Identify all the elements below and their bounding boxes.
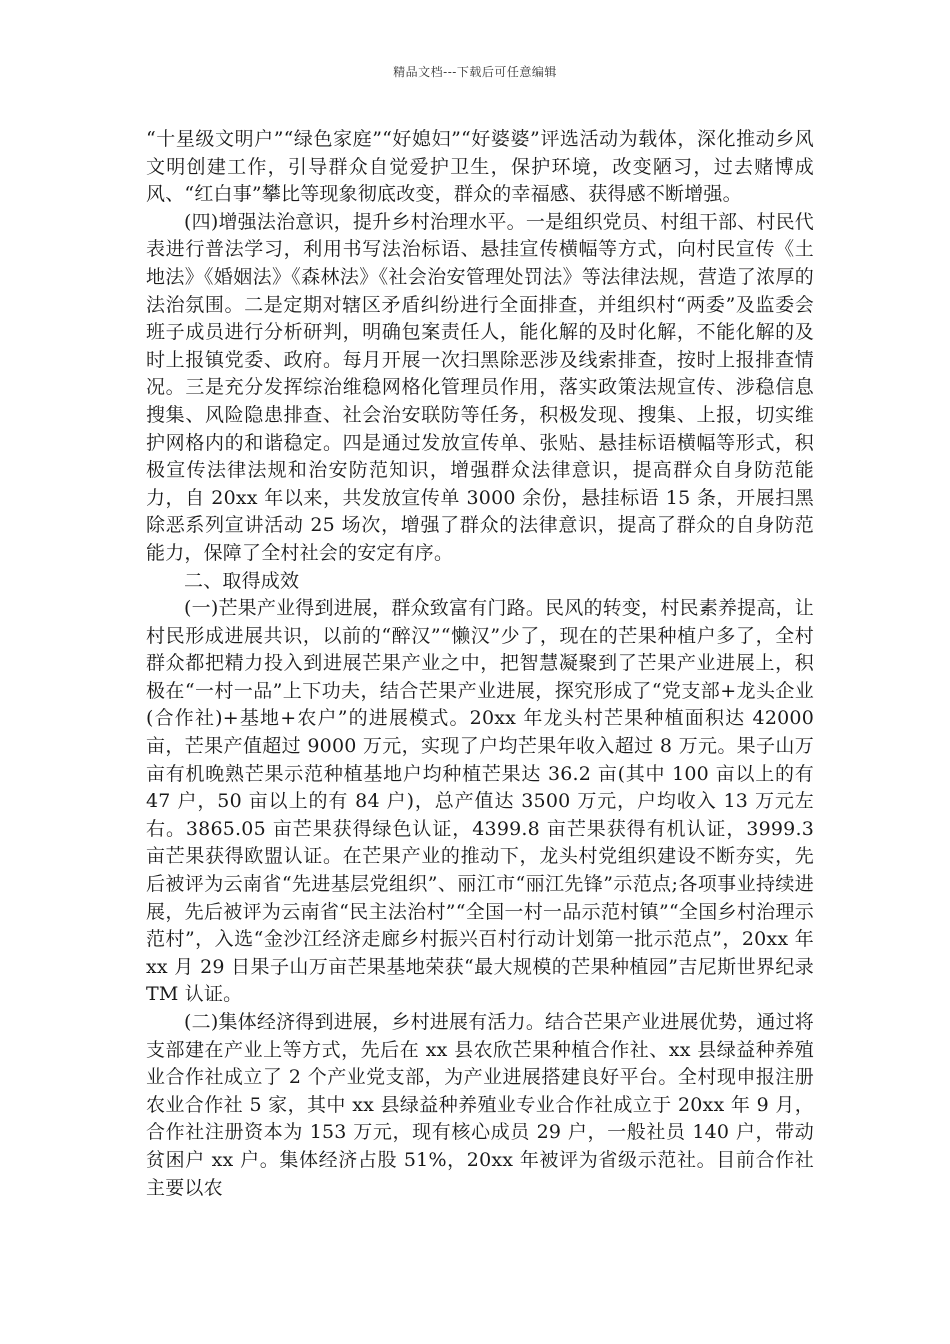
- document-body: [146, 126, 814, 1202]
- section-heading-achievements: 二、取得成效: [184, 569, 300, 592]
- paragraph-collective-economy: (二)集体经济得到进展，乡村进展有活力。结合芒果产业进展优势，通过将支部建在产业上等方式，先后在 xx 县农欣芒果种植合作社、xx 县绿益种养殖业合作社成立了 2 个产业党支部，为产业进展搭建良好平台。全村现申报注册农业合作社 5 家，其中 xx 县绿益种养殖业专业合作社成立于 20xx 年 9 月，合作社注册资本为 153 万元，现有核心成员 29 户，一般社员 140 户，带动贫困户 xx 户。集体经济占股 51%，20xx 年被评为省级示范社。目前合作社主要以农: [146, 1011, 814, 1199]
- page-header: 精品文档---下载后可任意编辑: [393, 65, 557, 79]
- paragraph-mango-industry: (一)芒果产业得到进展，群众致富有门路。民风的转变，村民素养提高，让村民形成进展共识，以前的“醉汉”“懒汉”少了，现在的芒果种植户多了，全村群众都把精力投入到进展芒果产业之中，把智慧凝聚到了芒果产业进展上，积极在“一村一品”上下功夫，结合芒果产业进展，探究形成了“党支部+龙头企业(合作社)+基地+农户”的进展模式。20xx 年龙头村芒果种植面积达 42000 亩，芒果产值超过 9000 万元，实现了户均芒果年收入超过 8 万元。果子山万亩有机晚熟芒果示范种植基地户均种植芒果达 36.2 亩(其中 100 亩以上的有 47 户，50 亩以上的有 84 户)，总产值达 3500 万元，户均收入 13 万元左右。3865.05 亩芒果获得绿色认证，4399.8 亩芒果获得有机认证，3999.3 亩芒果获得欧盟认证。在芒果产业的推动下，龙头村党组织建设不断夯实，先后被评为云南省“先进基层党组织”、丽江市“丽江先锋”示范点;各项事业持续进展，先后被评为云南省“民主法治村”“全国一村一品示范村镇”“全国乡村治理示范村”，入选“金沙江经济走廊乡村振兴百村行动计划第一批示范点”，20xx 年 xx 月 29 日果子山万亩芒果基地荣获“最大规模的芒果种植园”吉尼斯世界纪录 TM 认证。: [146, 597, 815, 1006]
- paragraph-rule-of-law: (四)增强法治意识，提升乡村治理水平。一是组织党员、村组干部、村民代表进行普法学习，利用书写法治标语、悬挂宣传横幅等方式，向村民宣传《土地法》《婚姻法》《森林法》《社会治安管理处罚法》等法律法规，营造了浓厚的法治氛围。二是定期对辖区矛盾纠纷进行全面排查，并组织村“两委”及监委会班子成员进行分析研判，明确包案责任人，能化解的及时化解，不能化解的及时上报镇党委、政府。每月开展一次扫黑除恶涉及线索排查，按时上报排查情况。三是充分发挥综治维稳网格化管理员作用，落实政策法规宣传、涉稳信息搜集、风险隐患排查、社会治安联防等任务，积极发现、搜集、上报，切实维护网格内的和谐稳定。四是通过发放宣传单、张贴、悬挂标语横幅等形式，积极宣传法律法规和治安防范知识，增强群众法律意识，提高群众自身防范能力，自 20xx 年以来，共发放宣传单 3000 余份，悬挂标语 15 条，开展扫黑除恶系列宣讲活动 25 场次，增强了群众的法律意识，提高了群众的自身防范能力，保障了全村社会的安定有序。: [146, 210, 814, 564]
- paragraph-civility-campaign: “十星级文明户”“绿色家庭”“好媳妇”“好婆婆”评选活动为载体，深化推动乡风文明创建工作，引导群众自觉爱护卫生，保护环境，改变陋习，过去赌博成风、“红白事”攀比等现象彻底改变，群众的幸福感、获得感不断增强。: [146, 128, 814, 206]
